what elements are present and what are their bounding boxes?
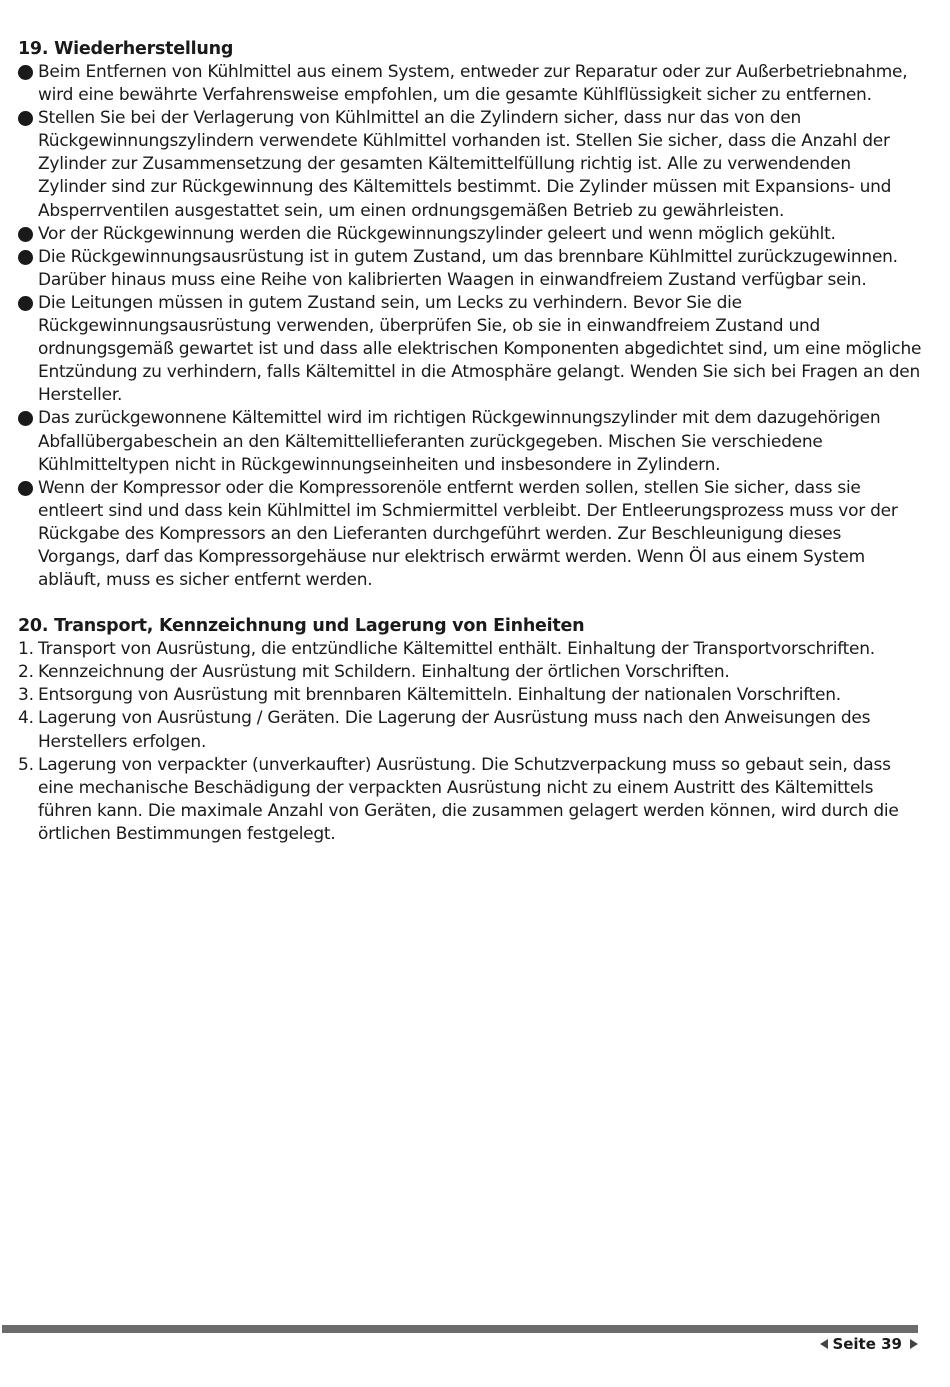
list-item xyxy=(18,292,923,407)
list-item xyxy=(18,707,923,753)
list-item-text: Lagerung von verpackter (unverkaufter) Ausrüstung. Die Schutzverpackung muss so gebaut sein, dass eine mechanische Beschädigung der verpackten Ausrüstung nicht zu einem Austritt des Kältemittels führen kann. Die maximale Anzahl von Geräten, die zusammen gelagert werden können, wird durch die örtlichen Bestimmungen festgelegt. xyxy=(38,754,899,844)
list-item-text: Stellen Sie bei der Verlagerung von Kühlmittel an die Zylindern sicher, dass nur das von den Rückgewinnungszylindern verwendete Kühlmittel vorhanden ist. Stellen Sie sicher, dass die Anzahl der Zylinder zur Zusammensetzung der gesamten Kältemittelfüllung richtig ist. Alle zu verwendenden Zylinder sind zur Rückgewinnung des Kältemittels bestimmt. Die Zylinder müssen mit Expansions- und Absperrventilen ausgestattet sein, um einen ordnungsgemäßen Betrieb zu gewährleisten. xyxy=(38,108,892,221)
list-item-text: Das zurückgewonnene Kältemittel wird im richtigen Rückgewinnungszylinder mit dem dazugehörigen Abfallübergabeschein an den Kältemittellieferanten zurückgegeben. Mischen Sie verschiedene Kühlmitteltypen nicht in Rückgewinnungseinheiten und insbesondere in Zylindern. xyxy=(38,408,881,475)
page-navigation xyxy=(820,1335,918,1353)
bullet-icon xyxy=(18,250,33,265)
page-content xyxy=(18,37,923,846)
list-item xyxy=(18,638,923,661)
list-item xyxy=(18,246,923,292)
list-item-text: Beim Entfernen von Kühlmittel aus einem System, entweder zur Reparatur oder zur Außerbetriebnahme, wird eine bewährte Verfahrensweise empfohlen, um die gesamte Kühlflüssigkeit sicher zu entfernen. xyxy=(38,62,908,106)
list-item-text: Die Leitungen müssen in gutem Zustand sein, um Lecks zu verhindern. Bevor Sie die Rückgewinnungsausrüstung verwenden, überprüfen Sie, ob sie in einwandfreiem Zustand und ordnungsgemäß gewartet ist und dass alle elektrischen Komponenten abgedichtet sind, um eine mögliche Entzündung zu verhindern, falls Kältemittel in die Atmosphäre gelangt. Wenden Sie sich bei Fragen an den Hersteller. xyxy=(38,292,922,406)
section-19-bullet-list xyxy=(18,61,923,592)
list-item xyxy=(18,107,923,222)
list-item xyxy=(18,684,923,707)
list-item-text: Transport von Ausrüstung, die entzündliche Kältemittel enthält. Einhaltung der Transportvorschriften. xyxy=(38,639,875,660)
list-item-text: Vor der Rückgewinnung werden die Rückgewinnungszylinder geleert und wenn möglich gekühlt. xyxy=(38,223,836,244)
bullet-icon xyxy=(18,296,33,311)
bullet-icon xyxy=(18,65,33,80)
bullet-icon xyxy=(18,111,33,126)
list-number: 1. xyxy=(18,639,34,660)
list-number: 3. xyxy=(18,685,34,706)
list-item-text: Entsorgung von Ausrüstung mit brennbaren Kältemitteln. Einhaltung der nationalen Vorschriften. xyxy=(38,685,841,706)
next-page-icon[interactable] xyxy=(910,1339,918,1349)
section-spacer xyxy=(18,592,923,614)
section-20-heading: 20. Transport, Kennzeichnung und Lagerung von Einheiten xyxy=(18,616,585,637)
bullet-icon xyxy=(18,411,33,426)
list-item-text: Kennzeichnung der Ausrüstung mit Schildern. Einhaltung der örtlichen Vorschriften. xyxy=(38,662,730,683)
list-item-text: Wenn der Kompressor oder die Kompressorenöle entfernt werden sollen, stellen Sie sicher, dass sie entleert sind und dass kein Kühlmittel im Schmiermittel verbleibt. Der Entleerungsprozess muss vor der Rückgabe des Kompressors an den Lieferanten durchgeführt werden. Zur Beschleunigung dieses Vorgangs, darf das Kompressorgehäuse nur elektrisch erwärmt werden. Wenn Öl aus einem System abläuft, muss es sicher entfernt werden. xyxy=(38,477,898,591)
bullet-icon xyxy=(18,481,33,496)
list-item xyxy=(18,407,923,476)
list-item xyxy=(18,477,923,592)
list-number: 2. xyxy=(18,662,34,683)
page-number-label: Seite 39 xyxy=(832,1335,902,1353)
section-19-heading: 19. Wiederherstellung xyxy=(18,39,234,59)
footer-divider xyxy=(2,1325,918,1333)
previous-page-icon[interactable] xyxy=(820,1339,828,1349)
list-item-text: Die Rückgewinnungsausrüstung ist in gutem Zustand, um das brennbare Kühlmittel zurückzugewinnen. Darüber hinaus muss eine Reihe von kalibrierten Waagen in einwandfreiem Zustand verfügbar sein. xyxy=(38,246,898,290)
list-item-text: Lagerung von Ausrüstung / Geräten. Die Lagerung der Ausrüstung muss nach den Anweisungen des Herstellers erfolgen. xyxy=(38,708,871,752)
bullet-icon xyxy=(18,227,33,242)
section-20-numbered-list xyxy=(18,638,923,846)
list-item xyxy=(18,223,923,246)
list-number: 4. xyxy=(18,708,34,729)
list-item xyxy=(18,661,923,684)
list-item xyxy=(18,61,923,107)
list-number: 5. xyxy=(18,754,34,775)
list-item xyxy=(18,754,923,846)
